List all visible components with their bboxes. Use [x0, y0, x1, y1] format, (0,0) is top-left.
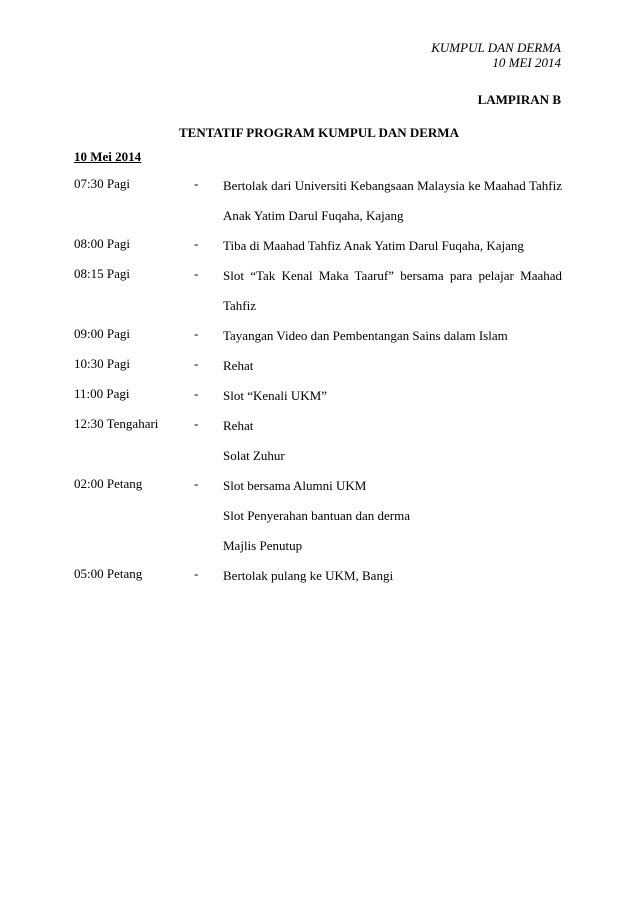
schedule-activity: Solat Zuhur: [223, 448, 285, 463]
schedule-activity: Slot “Tak Kenal Maka Taaruf” bersama para pelajar Maahad: [223, 268, 562, 283]
schedule-time: 02:00 Petang: [74, 476, 143, 491]
schedule-activity: Majlis Penutup: [223, 538, 303, 553]
schedule-activity: Bertolak pulang ke UKM, Bangi: [223, 568, 394, 583]
schedule-row: [74, 356, 562, 386]
schedule-time: 11:00 Pagi: [74, 386, 130, 401]
header-line-2: 10 MEI 2014: [492, 55, 561, 70]
schedule-activity: Slot bersama Alumni UKM: [223, 478, 367, 493]
schedule-separator: -: [194, 386, 199, 401]
schedule-separator: -: [194, 326, 199, 341]
schedule-row: [74, 566, 562, 596]
schedule-separator: -: [194, 476, 199, 491]
schedule-activity: Rehat: [223, 418, 254, 433]
schedule-time: 07:30 Pagi: [74, 176, 130, 191]
schedule-activity: Bertolak dari Universiti Kebangsaan Malaysia ke Maahad Tahfiz: [223, 178, 562, 193]
schedule-separator: -: [194, 356, 199, 371]
schedule-time: 05:00 Petang: [74, 566, 143, 581]
schedule-row: [74, 476, 562, 566]
program-date: 10 Mei 2014: [74, 149, 142, 164]
document-header: [431, 40, 561, 70]
schedule-time: 10:30 Pagi: [74, 356, 130, 371]
schedule-row: [74, 326, 562, 356]
schedule-time: 08:00 Pagi: [74, 236, 130, 251]
schedule-row: [74, 176, 562, 236]
schedule-row: [74, 416, 562, 476]
schedule-separator: -: [194, 266, 199, 281]
schedule-activity: Slot Penyerahan bantuan dan derma: [223, 508, 410, 523]
page-title: TENTATIF PROGRAM KUMPUL DAN DERMA: [179, 125, 459, 140]
schedule-activity: Rehat: [223, 358, 254, 373]
appendix-label: LAMPIRAN B: [477, 92, 561, 107]
header-line-1: KUMPUL DAN DERMA: [431, 40, 561, 55]
schedule-separator: -: [194, 176, 199, 191]
schedule-activity: Tayangan Video dan Pembentangan Sains dalam Islam: [223, 328, 508, 343]
schedule-row: [74, 266, 562, 326]
schedule-activity: Slot “Kenali UKM”: [223, 388, 327, 403]
schedule-time: 08:15 Pagi: [74, 266, 130, 281]
schedule-activity: Tahfiz: [223, 298, 257, 313]
schedule-separator: -: [194, 566, 199, 581]
schedule-time: 12:30 Tengahari: [74, 416, 159, 431]
schedule-list: [74, 176, 562, 596]
schedule-row: [74, 386, 562, 416]
schedule-separator: -: [194, 236, 199, 251]
schedule-activity: Tiba di Maahad Tahfiz Anak Yatim Darul Fuqaha, Kajang: [223, 238, 524, 253]
schedule-time: 09:00 Pagi: [74, 326, 130, 341]
schedule-separator: -: [194, 416, 199, 431]
schedule-activity: Anak Yatim Darul Fuqaha, Kajang: [223, 208, 404, 223]
schedule-row: [74, 236, 562, 266]
